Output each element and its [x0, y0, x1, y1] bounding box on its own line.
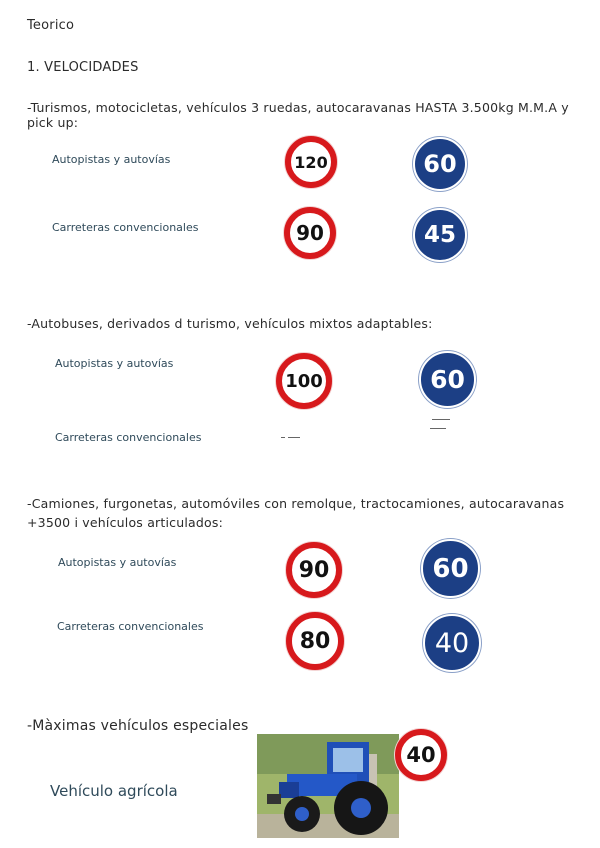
group-2-heading: -Autobuses, derivados d turismo, vehículos mixtos adaptables:	[27, 316, 433, 331]
section-heading: 1. VELOCIDADES	[27, 60, 139, 75]
placeholder-mark	[281, 437, 285, 438]
group-3-heading: -Camiones, furgonetas, automóviles con remolque, tractocamiones, autocaravanas +3500 i vehículos articulados:	[27, 496, 565, 530]
max-speed-sign: 90	[286, 542, 342, 598]
group-3-row-1-label: Autopistas y autovías	[58, 556, 177, 569]
placeholder-mark	[432, 419, 450, 420]
max-speed-sign: 90	[284, 207, 336, 259]
group-2-row-2-label: Carreteras convencionales	[55, 431, 202, 444]
max-speed-sign: 120	[285, 136, 337, 188]
group-3-row-2-label: Carreteras convencionales	[57, 620, 204, 633]
min-speed-sign: 60	[419, 351, 476, 408]
min-speed-sign: 45	[413, 208, 467, 262]
min-speed-sign: 40	[423, 614, 481, 672]
tractor-image	[257, 734, 399, 838]
group-1-row-1-label: Autopistas y autovías	[52, 153, 171, 166]
group-1-heading: -Turismos, motocicletas, vehículos 3 ruedas, autocaravanas HASTA 3.500kg M.M.A y pick up:	[27, 100, 569, 130]
placeholder-mark	[430, 428, 446, 429]
group-1-row-2-label: Carreteras convencionales	[52, 221, 199, 234]
min-speed-sign: 60	[413, 137, 467, 191]
max-speed-sign: 40	[395, 729, 447, 781]
min-speed-sign: 60	[421, 539, 480, 598]
group-2-row-1-label: Autopistas y autovías	[55, 357, 174, 370]
max-speed-sign: 100	[276, 353, 332, 409]
special-heading: -Màximas vehículos especiales	[27, 718, 249, 734]
placeholder-mark	[288, 437, 300, 438]
page-title: Teorico	[27, 18, 75, 33]
max-speed-sign: 80	[286, 612, 344, 670]
special-label: Vehículo agrícola	[50, 782, 178, 800]
